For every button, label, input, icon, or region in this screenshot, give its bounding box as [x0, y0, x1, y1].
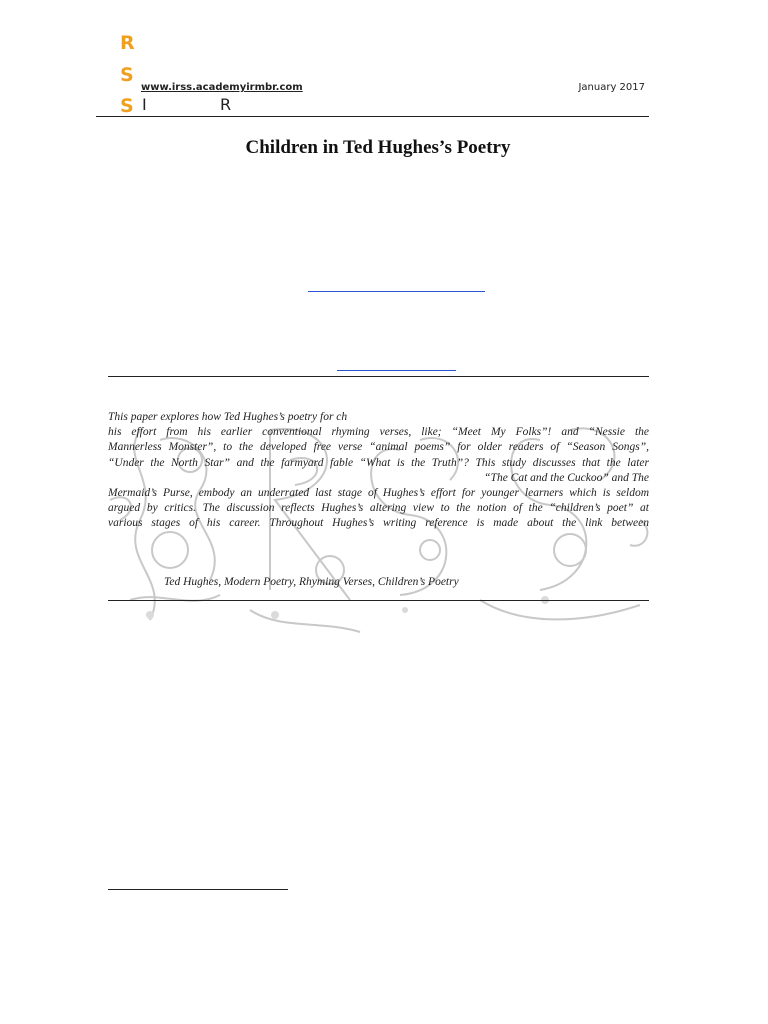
footnote-separator [108, 889, 288, 890]
logo-letter-s: S [120, 64, 134, 86]
author-email-link[interactable] [308, 291, 485, 292]
issue-date: January 2017 [578, 82, 645, 93]
logo-letter-i: I [142, 95, 147, 114]
abstract-line: argued by critics. The discussion reflects Hughes’s altering view to the notion of the “children’s poet” at [108, 502, 649, 515]
logo-letter-s: S [120, 95, 134, 117]
abstract-top-divider [108, 376, 649, 377]
abstract-line: “The Cat and the Cuckoo” and The [484, 471, 649, 484]
abstract-text [108, 410, 649, 532]
abstract-line: “Under the North Star” and the farmyard fable “What is the Truth”? This study discusses that the later [108, 456, 649, 469]
abstract-line: his effort from his earlier conventional rhyming verses, like; “Meet My Folks”! and “Nessie the [108, 426, 649, 439]
abstract-line: Mannerless Monster”, to the developed free verse “animal poems” for older readers of “Season Songs”, [108, 441, 649, 454]
logo-letter-r: R [120, 32, 135, 54]
abstract-line: This paper explores how Ted Hughes’s poetry for ch [108, 411, 348, 423]
keywords: Ted Hughes, Modern Poetry, Rhyming Verses, Children’s Poetry [164, 576, 459, 588]
logo-letter-r-side: R [220, 95, 232, 114]
paper-title: Children in Ted Hughes’s Poetry [245, 137, 511, 158]
journal-website-link[interactable]: www.irss.academyirmbr.com [141, 82, 303, 93]
abstract-bottom-divider [108, 600, 649, 601]
abstract-line: various stages of his career. Throughout Hughes’s writing reference is made about the link between [108, 517, 649, 530]
affiliation-link[interactable] [337, 370, 456, 371]
abstract-line: Mermaid’s Purse, embody an underrated last stage of Hughes’s effort for younger learners which is seldom [108, 486, 649, 499]
header-divider [96, 116, 649, 117]
